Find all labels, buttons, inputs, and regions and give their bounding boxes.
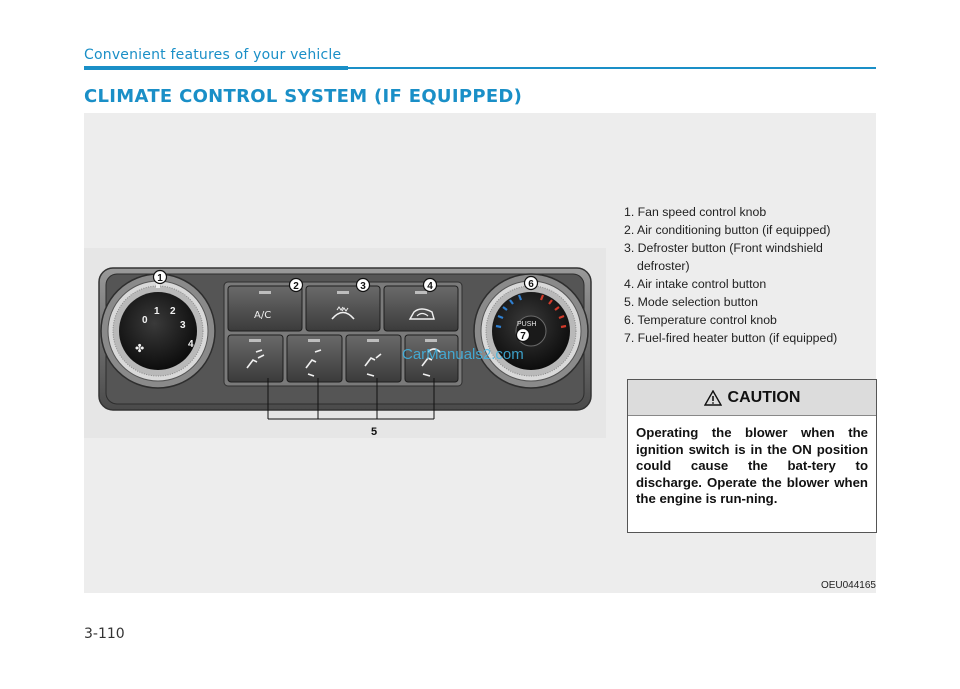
callout-5: 5	[370, 426, 378, 438]
page-title: CLIMATE CONTROL SYSTEM (IF EQUIPPED)	[84, 86, 523, 107]
callout-6	[525, 277, 538, 291]
header-rule-thick	[84, 66, 348, 70]
legend-item: 1. Fan speed control knob	[624, 205, 767, 219]
callout-4	[424, 279, 437, 293]
header-rule-thin	[348, 67, 876, 69]
ac-label: A/C	[254, 310, 272, 321]
fan-level-4: 4	[188, 339, 194, 350]
temperature-knob	[474, 274, 588, 388]
fan-level-2: 2	[170, 306, 176, 317]
caution-header	[628, 380, 876, 416]
fan-level-3: 3	[180, 320, 186, 331]
caution-box	[627, 379, 877, 533]
caution-text: Operating the blower when the ignition switch is in the ON position could cause the bat-tery to discharge. Operate the blower when the engine is run-ning.	[636, 425, 868, 506]
mode-button-floor	[346, 335, 401, 382]
svg-text:2: 2	[293, 281, 299, 292]
climate-control-illustration	[84, 248, 606, 438]
legend-item: 5. Mode selection button	[624, 295, 758, 309]
mode-button-bilevel	[287, 335, 342, 382]
defroster-button	[306, 286, 380, 331]
callout-2	[290, 279, 303, 293]
svg-text:4: 4	[427, 281, 433, 292]
svg-text:1: 1	[157, 273, 163, 284]
legend-item: 4. Air intake control button	[624, 277, 767, 291]
push-label: PUSH	[517, 321, 537, 328]
legend-item: 7. Fuel-fired heater button (if equipped)	[624, 331, 838, 345]
legend-list	[624, 203, 874, 347]
legend-item: 2. Air conditioning button (if equipped)	[624, 223, 831, 237]
fan-level-0: 0	[142, 315, 148, 326]
callout-1	[154, 271, 167, 285]
callout-7	[517, 329, 530, 343]
legend-item: 3. Defroster button (Front windshield defroster)	[624, 241, 823, 273]
caution-title: CAUTION	[727, 388, 801, 406]
warning-triangle-icon	[704, 390, 722, 406]
svg-text:7: 7	[520, 331, 526, 342]
legend-item: 6. Temperature control knob	[624, 313, 777, 327]
callout-3	[357, 279, 370, 293]
air-intake-button	[384, 286, 458, 331]
ac-button	[228, 286, 302, 331]
content-panel	[84, 113, 876, 593]
fan-level-1: 1	[154, 306, 160, 317]
svg-text:6: 6	[528, 279, 534, 290]
section-header: Convenient features of your vehicle	[84, 47, 342, 63]
fan-icon: ✤	[135, 342, 145, 355]
svg-text:3: 3	[360, 281, 366, 292]
fan-speed-knob	[101, 274, 215, 388]
mode-button-face	[228, 335, 283, 382]
watermark: CarManuals2.com	[402, 346, 524, 363]
page-number: 3-110	[84, 626, 125, 642]
figure-code: OEU044165	[820, 580, 876, 591]
